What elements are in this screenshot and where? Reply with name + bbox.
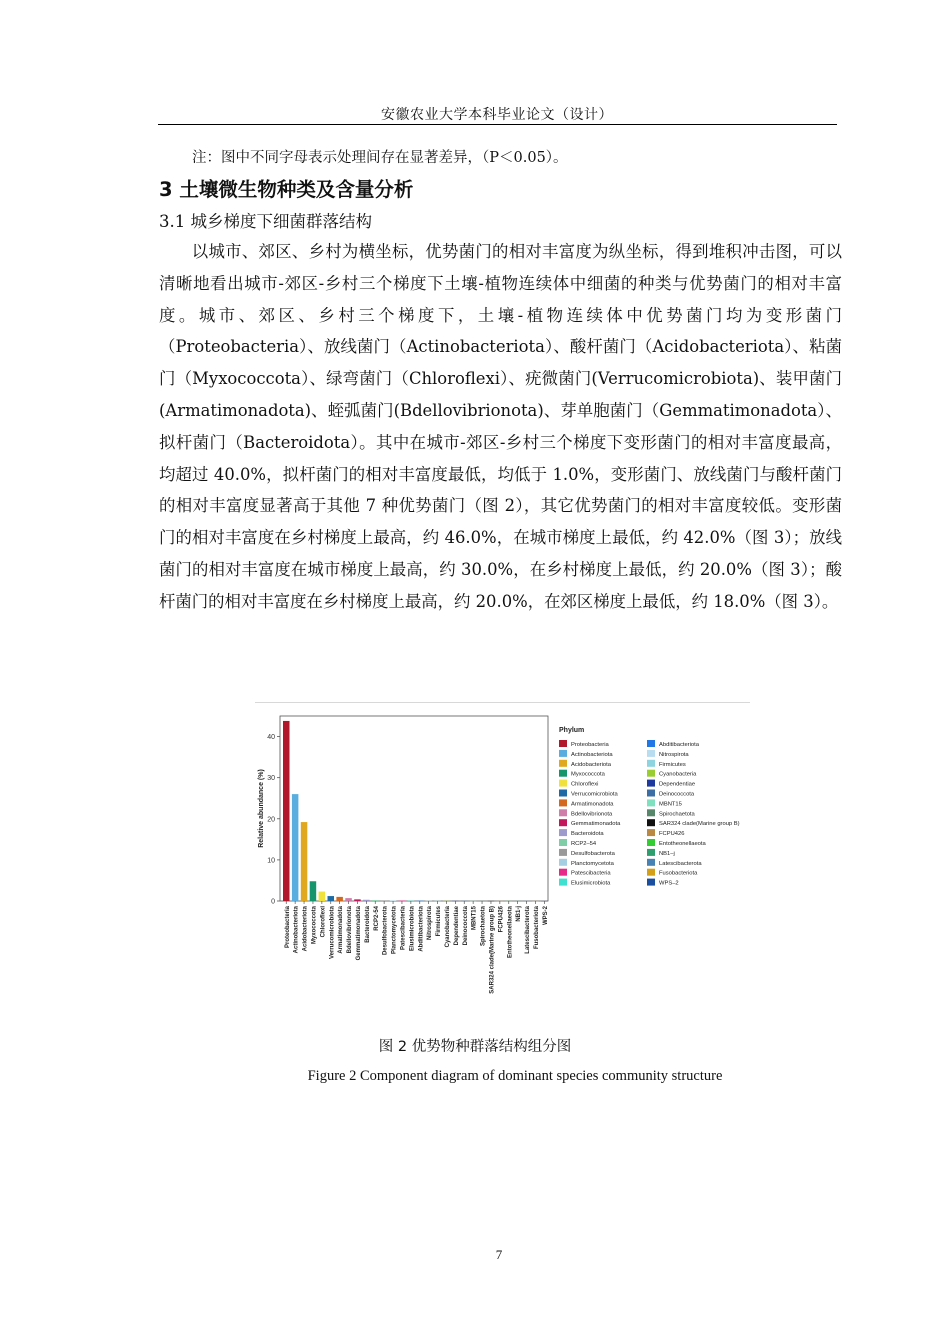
- legend-swatch-0: [559, 740, 567, 747]
- x-tick-label: Firmicutes: [436, 906, 443, 937]
- legend-swatch-12: [559, 859, 567, 866]
- legend-swatch-11: [559, 849, 567, 856]
- legend-label: Spirochaetota: [659, 811, 695, 818]
- x-tick-label: Nitrospirota: [427, 906, 434, 941]
- x-tick-label: Latescibacterota: [525, 906, 532, 954]
- section-heading: 3 土壤微生物种类及含量分析: [159, 178, 414, 201]
- legend-swatch-22: [647, 809, 655, 816]
- y-tick-label: 40: [267, 734, 275, 742]
- legend-swatch-14: [559, 879, 567, 886]
- legend-swatch-16: [647, 750, 655, 757]
- x-tick-label: MBNT15: [471, 906, 478, 931]
- legend-label: Nitrospirota: [659, 751, 689, 758]
- x-tick-label: WPS-2: [542, 906, 549, 926]
- legend-title: Phylum: [559, 727, 585, 734]
- legend-label: Dependentiae: [659, 781, 696, 788]
- figure-caption-en: Figure 2 Component diagram of dominant species community structure: [307, 1068, 723, 1084]
- y-tick-label: 10: [267, 857, 275, 865]
- bar-2: [301, 822, 308, 901]
- legend-swatch-8: [559, 819, 567, 826]
- legend-swatch-25: [647, 839, 655, 846]
- x-tick-label: Gemmatimonadota: [355, 906, 362, 961]
- x-tick-label: Actinobacteriota: [293, 906, 300, 954]
- x-tick-label: Cyanobacteria: [444, 906, 451, 948]
- y-tick-label: 20: [267, 816, 275, 824]
- legend-label: Planctomycetota: [571, 860, 614, 867]
- legend-label: Desulfobacterota: [571, 850, 615, 857]
- bar-7: [345, 898, 352, 901]
- legend-swatch-5: [559, 790, 567, 797]
- x-tick-label: SAR324 clade(Marine group B): [489, 906, 496, 994]
- x-tick-label: Desulfobacterota: [382, 906, 389, 956]
- legend-swatch-17: [647, 760, 655, 767]
- x-tick-label: Acidobacteriota: [302, 906, 309, 952]
- legend-label: Bacteroidota: [571, 831, 604, 838]
- legend-label: Abditibacteriota: [659, 742, 699, 748]
- subsection-heading: 3.1 城乡梯度下细菌群落结构: [159, 212, 372, 231]
- legend-label: Gemmatimonadota: [571, 821, 621, 828]
- legend-label: Elusimicrobiota: [571, 880, 611, 887]
- x-tick-label: Bdellovibrionota: [347, 906, 354, 954]
- legend-label: Deinococcota: [659, 791, 695, 798]
- bar-3: [310, 881, 317, 901]
- legend-swatch-21: [647, 799, 655, 806]
- x-tick-label: Entotheonellaeota: [507, 906, 514, 959]
- legend-swatch-1: [559, 750, 567, 757]
- y-tick-label: 30: [267, 775, 275, 783]
- legend-label: Armatimonadota: [571, 801, 614, 808]
- y-tick-label: 0: [271, 898, 275, 906]
- legend-swatch-20: [647, 790, 655, 797]
- legend-label: Chloroflexi: [571, 781, 599, 788]
- header-rule: [158, 124, 837, 125]
- page-number: 7: [495, 1247, 503, 1262]
- x-tick-label: Planctomycetota: [391, 906, 398, 955]
- legend-swatch-3: [559, 770, 567, 777]
- legend-label: Verrucomicrobiota: [571, 791, 618, 798]
- x-tick-label: Proteobacteria: [284, 906, 291, 949]
- x-tick-label: Armatimonadota: [338, 906, 345, 954]
- legend-label: Acidobacteriota: [571, 761, 611, 768]
- legend-swatch-26: [647, 849, 655, 856]
- x-tick-label: RCP2-54: [373, 906, 380, 931]
- plot-frame: [280, 716, 548, 901]
- bar-9: [363, 900, 370, 901]
- legend-swatch-10: [559, 839, 567, 846]
- legend-swatch-13: [559, 869, 567, 876]
- bar-4: [319, 892, 326, 901]
- x-tick-label: Spirochaetota: [480, 906, 487, 947]
- legend-label: Proteobacteria: [571, 742, 609, 748]
- body-paragraph: 以城市、郊区、乡村为横坐标，优势菌门的相对丰富度为纵坐标，得到堆积冲击图，可以清晰地看出城市-郊区-乡村三个梯度下土壤-植物连续体中细菌的种类与优势菌门的相对丰富度。城市、郊区、乡村三个梯度下，土壤-植物连续体中优势菌门均为变形菌门（Proteobacteria）、放线菌门（Actinobacteriota）、酸杆菌门（Acidobacteriota）、粘菌门（Myxococcota）、绿弯菌门（Chloroflexi）、疣微菌门(Verrucomicrobiota)、装甲菌门(Armatimonadota)、蛭弧菌门(Bdellovibrionota)、芽单胞菌门（Gemmatimonadota）、拟杆菌门（Bacteroidota）。其中在城市-郊区-乡村三个梯度下变形菌门的相对丰富度最高，均超过 40.0%，拟杆菌门的相对丰富度最低，均低于 1.0%，变形菌门、放线菌门与酸杆菌门的相对丰富度显著高于其他 7 种优势菌门（图 2），其它优势菌门的相对丰富度较低。变形菌门的相对丰富度在乡村梯度上最高，约 46.0%，在城市梯度上最低，约 42.0%（图 3）；放线菌门的相对丰富度在城市梯度上最高，约 30.0%，在乡村梯度上最低，约 20.0%（图 3）；酸杆菌门的相对丰富度在乡村梯度上最高，约 20.0%，在郊区梯度上最低，约 18.0%（图 3）。: [159, 242, 842, 611]
- legend-label: Entotheonellaeota: [659, 841, 706, 847]
- bar-11: [381, 900, 388, 901]
- legend-label: SAR324 clade(Marine group B): [659, 821, 740, 828]
- legend-label: Actinobacteriota: [571, 751, 613, 758]
- legend-swatch-15: [647, 740, 655, 747]
- bar-6: [336, 897, 343, 901]
- phylum-bar-chart: [250, 706, 755, 1026]
- legend-swatch-4: [559, 780, 567, 787]
- x-tick-label: Myxococcota: [311, 906, 318, 945]
- legend-swatch-6: [559, 799, 567, 806]
- legend-swatch-29: [647, 879, 655, 886]
- legend-label: Fusobacteriota: [659, 870, 698, 877]
- legend-label: Patescibacteria: [571, 870, 611, 877]
- legend-label: Firmicutes: [659, 761, 686, 768]
- x-tick-label: Patescibacteria: [400, 906, 407, 951]
- bar-10: [372, 900, 379, 901]
- bar-0: [283, 721, 290, 901]
- legend-swatch-19: [647, 780, 655, 787]
- legend-swatch-9: [559, 829, 567, 836]
- bar-5: [328, 896, 335, 901]
- figure-caption-cn: 图 2 优势物种群落结构组分图: [378, 1039, 572, 1055]
- x-tick-label: FCPU426: [498, 906, 505, 933]
- legend-label: Cyanobacteria: [659, 771, 697, 778]
- x-tick-label: NB1-j: [516, 906, 523, 922]
- legend-swatch-7: [559, 809, 567, 816]
- legend-label: RCP2–54: [571, 841, 597, 847]
- legend-swatch-2: [559, 760, 567, 767]
- legend-label: MBNT15: [659, 801, 682, 808]
- legend-label: NB1–j: [659, 850, 675, 857]
- bar-1: [292, 794, 299, 901]
- x-tick-label: Elusimicrobiota: [409, 906, 416, 952]
- legend-swatch-27: [647, 859, 655, 866]
- legend-label: Latescibacterota: [659, 860, 702, 867]
- x-tick-label: Verrucomicrobiota: [329, 906, 336, 960]
- x-tick-label: Chloroflexi: [320, 906, 327, 938]
- x-tick-label: Bacteroidota: [364, 906, 371, 943]
- figure-top-rule: [255, 702, 750, 703]
- legend-swatch-28: [647, 869, 655, 876]
- page-header: 安徽农业大学本科毕业论文（设计）: [381, 107, 613, 123]
- legend-swatch-18: [647, 770, 655, 777]
- legend-label: FCPU426: [659, 831, 685, 838]
- legend-label: WPS–2: [659, 880, 679, 887]
- legend-label: Myxococcota: [571, 771, 605, 778]
- legend-label: Bdellovibrionota: [571, 811, 613, 818]
- legend-swatch-24: [647, 829, 655, 836]
- y-axis-label: Relative abundance (%): [258, 769, 265, 848]
- x-tick-label: Abditibacteriota: [418, 906, 425, 952]
- x-tick-label: Dependentiae: [453, 906, 460, 946]
- x-tick-label: Deinococcota: [462, 906, 469, 946]
- bar-8: [354, 899, 361, 901]
- legend-swatch-23: [647, 819, 655, 826]
- figure-note: 注：图中不同字母表示处理间存在显著差异，（P＜0.05）。: [192, 150, 568, 166]
- x-tick-label: Fusobacteriota: [533, 906, 540, 950]
